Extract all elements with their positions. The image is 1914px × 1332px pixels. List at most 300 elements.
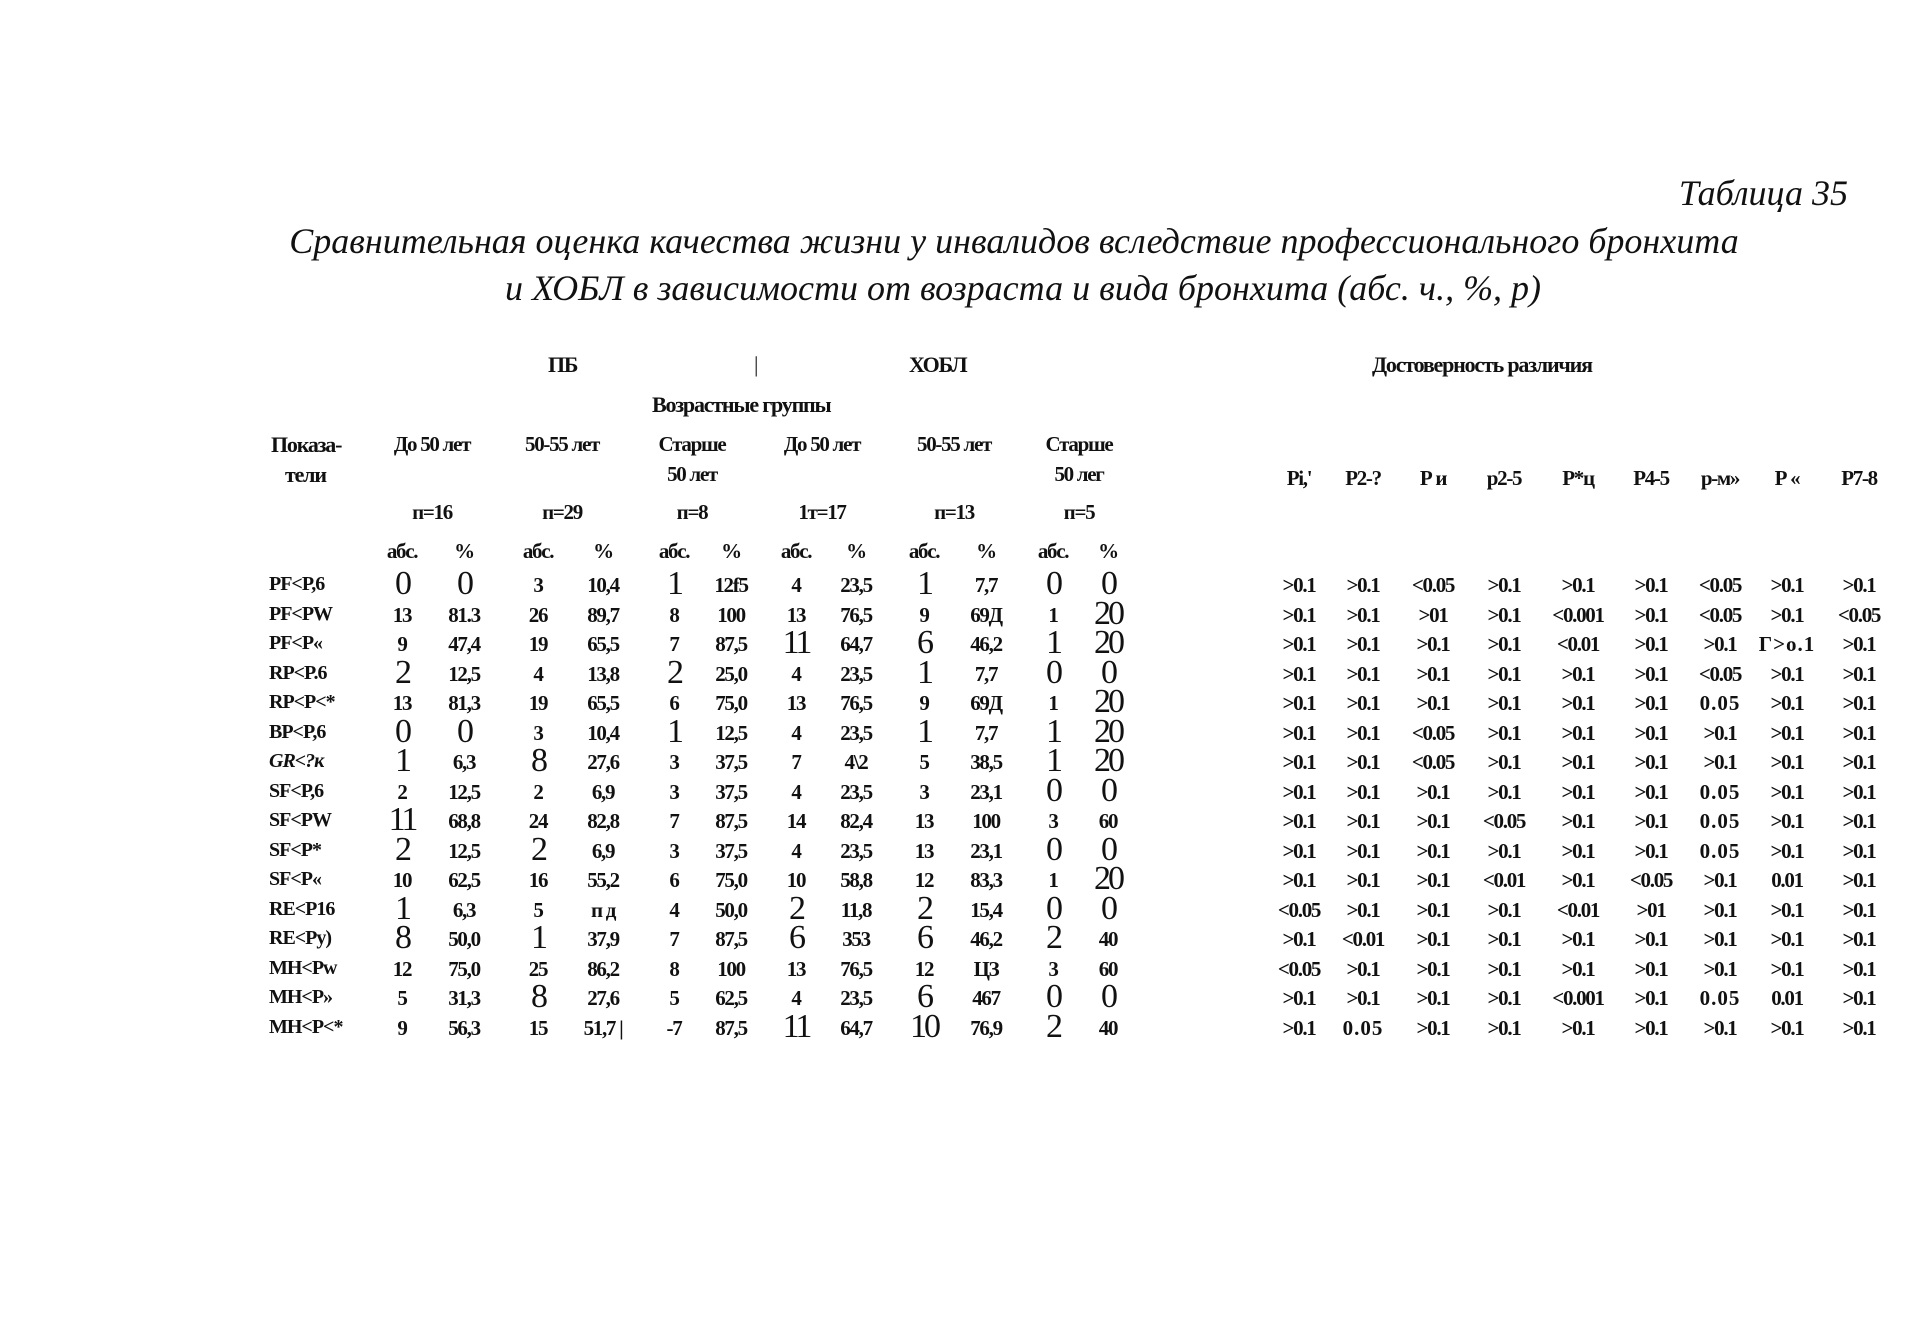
p-value: >0.1 xyxy=(1346,839,1380,863)
table-cell: 0 xyxy=(395,713,409,750)
table-cell: 23,5 xyxy=(840,986,872,1010)
table-cell: 6 xyxy=(917,919,931,956)
table-cell: 4 xyxy=(533,662,543,686)
p-value: >0.1 xyxy=(1561,809,1595,833)
table-cell: 2 xyxy=(1046,919,1060,956)
p-value: 0.05 xyxy=(1699,780,1741,804)
table-cell: 13 xyxy=(786,603,806,627)
table-cell: 6 xyxy=(789,919,803,956)
p-value: >0.1 xyxy=(1416,1016,1450,1040)
table-cell: 13 xyxy=(914,809,934,833)
p-value: >0.1 xyxy=(1634,662,1668,686)
table-cell: 19 xyxy=(528,691,548,715)
p-value: >0.1 xyxy=(1282,721,1316,745)
table-cell: 87,5 xyxy=(715,809,747,833)
table-cell: 6,3 xyxy=(452,750,476,774)
p-value: 0.01 xyxy=(1771,868,1803,892)
header-separator: | xyxy=(754,352,758,377)
p-value: >0.1 xyxy=(1282,603,1316,627)
table-cell: 65,5 xyxy=(587,632,619,656)
unit-label: % xyxy=(976,539,996,563)
p-value: >0.1 xyxy=(1487,662,1521,686)
table-cell: 27,6 xyxy=(587,750,619,774)
table-cell: 1 xyxy=(1046,713,1060,750)
table-cell: 5 xyxy=(919,750,929,774)
p-value: >0.1 xyxy=(1703,1016,1737,1040)
p-value: >0.1 xyxy=(1703,750,1737,774)
p-value: >0.1 xyxy=(1416,780,1450,804)
p-value: >0.1 xyxy=(1346,898,1380,922)
table-cell: 10,4 xyxy=(587,573,619,597)
table-cell: 56,3 xyxy=(448,1016,480,1040)
table-cell: 3 xyxy=(1048,957,1058,981)
p-value: >0.1 xyxy=(1842,721,1876,745)
title-line-1: Сравнительная оценка качества жизни у инвалидов вследствие профессионального бронхита xyxy=(289,221,1739,261)
table-cell: 24 xyxy=(528,809,548,833)
row-label: RE<P16 xyxy=(269,898,335,920)
p-value: >0.1 xyxy=(1346,780,1380,804)
table-cell: 8 xyxy=(395,919,409,956)
table-cell: 87,5 xyxy=(715,1016,747,1040)
table-cell: 75,0 xyxy=(715,868,747,892)
table-cell: 51,7 | xyxy=(583,1016,623,1040)
header-significance: Достоверность различия xyxy=(1372,352,1592,377)
table-cell: 1 xyxy=(531,919,545,956)
table-cell: 40 xyxy=(1098,927,1118,951)
p-value: >0.1 xyxy=(1634,927,1668,951)
table-cell: 3 xyxy=(669,839,679,863)
p-value: >0.1 xyxy=(1282,691,1316,715)
table-cell: 2 xyxy=(917,890,931,927)
table-cell: 37,5 xyxy=(715,780,747,804)
unit-label: абс. xyxy=(908,539,940,563)
table-cell: п д xyxy=(590,898,616,922)
row-label: PF<P,6 xyxy=(269,573,325,595)
table-cell: 0 xyxy=(1101,890,1115,927)
p-value: >0.1 xyxy=(1487,986,1521,1010)
table-cell: 6,9 xyxy=(591,780,615,804)
table-cell: 47,4 xyxy=(448,632,480,656)
table-cell: ЦЗ xyxy=(973,957,999,981)
p-value: 0.05 xyxy=(1699,691,1741,715)
table-cell: 12,5 xyxy=(448,839,480,863)
table-cell: 20 xyxy=(1094,624,1122,661)
p-value: >0.1 xyxy=(1561,868,1595,892)
p-value: >0.1 xyxy=(1487,721,1521,745)
p-value: >0.1 xyxy=(1282,927,1316,951)
p-value: >0.1 xyxy=(1634,839,1668,863)
table-cell: 0 xyxy=(1101,772,1115,809)
table-cell: 9 xyxy=(397,1016,407,1040)
p-value: <0.05 xyxy=(1277,957,1321,981)
p-value: >0.1 xyxy=(1770,573,1804,597)
p-value: >0.1 xyxy=(1282,809,1316,833)
table-cell: 7,7 xyxy=(974,721,998,745)
p-value: >0.1 xyxy=(1842,573,1876,597)
table-cell: 8 xyxy=(669,957,679,981)
table-cell: 14 xyxy=(786,809,806,833)
table-cell: 76,5 xyxy=(840,957,872,981)
table-cell: 50,0 xyxy=(448,927,480,951)
row-label: RP<P.6 xyxy=(269,662,327,684)
table-cell: 8 xyxy=(531,742,545,779)
table-cell: -7 xyxy=(666,1016,682,1040)
p-value: >0.1 xyxy=(1770,927,1804,951)
p-value: 0.01 xyxy=(1771,986,1803,1010)
p-value: >0.1 xyxy=(1346,957,1380,981)
group-n-3: п=8 xyxy=(676,500,708,524)
p-value: >0.1 xyxy=(1770,721,1804,745)
table-cell: 6 xyxy=(917,624,931,661)
table-cell: 13 xyxy=(786,691,806,715)
table-cell: 0 xyxy=(395,565,409,602)
table-cell: 23,5 xyxy=(840,573,872,597)
p-value: >0.1 xyxy=(1770,1016,1804,1040)
p-value: >0.1 xyxy=(1282,986,1316,1010)
table-cell: 62,5 xyxy=(715,986,747,1010)
p-value: >0.1 xyxy=(1416,927,1450,951)
table-cell: 2 xyxy=(395,831,409,868)
p-value: >0.1 xyxy=(1770,780,1804,804)
row-label: PF<P« xyxy=(269,632,323,654)
table-cell: 4 xyxy=(791,721,801,745)
p-value: >0.1 xyxy=(1561,750,1595,774)
header-age-groups: Возрастные группы xyxy=(652,392,831,417)
table-cell: 7 xyxy=(669,809,679,833)
table-cell: 0 xyxy=(1101,654,1115,691)
p-value: >0.1 xyxy=(1703,721,1737,745)
p-value: Г>о.1 xyxy=(1758,632,1816,656)
p-value: >0.1 xyxy=(1703,632,1737,656)
group-n-4: 1т=17 xyxy=(798,500,846,524)
unit-label: абс. xyxy=(780,539,812,563)
row-label: GR<?к xyxy=(269,750,324,772)
table-cell: 6,3 xyxy=(452,898,476,922)
table-cell: 10 xyxy=(910,1008,938,1045)
p-value: >0.1 xyxy=(1346,750,1380,774)
table-cell: 2 xyxy=(533,780,543,804)
unit-label: % xyxy=(846,539,866,563)
p-value: >0.1 xyxy=(1282,662,1316,686)
table-cell: 10 xyxy=(392,868,412,892)
table-title xyxy=(150,218,1854,312)
p-value: >0.1 xyxy=(1842,898,1876,922)
p-value: >0.1 xyxy=(1634,573,1668,597)
p-value: >0.1 xyxy=(1703,957,1737,981)
table-cell: 1 xyxy=(917,713,931,750)
table-cell: 9 xyxy=(397,632,407,656)
table-cell: 4 xyxy=(791,780,801,804)
p-value: <0.05 xyxy=(1411,721,1455,745)
table-cell: 23,1 xyxy=(970,780,1002,804)
table-cell: 0 xyxy=(1101,978,1115,1015)
p-label: Р*ц xyxy=(1562,466,1594,490)
table-cell: 10,4 xyxy=(587,721,619,745)
table-cell: 26 xyxy=(528,603,548,627)
table-cell: 4 xyxy=(669,898,679,922)
p-value: >0.1 xyxy=(1634,986,1668,1010)
p-value: <0.01 xyxy=(1341,927,1385,951)
p-value: >0.1 xyxy=(1346,721,1380,745)
table-cell: 87,5 xyxy=(715,632,747,656)
p-value: >0.1 xyxy=(1634,750,1668,774)
p-value: >0.1 xyxy=(1487,839,1521,863)
p-value: 0.05 xyxy=(1699,986,1741,1010)
row-label: SF<P,6 xyxy=(269,780,324,802)
p-value: 0.05 xyxy=(1699,809,1741,833)
table-cell: 55,2 xyxy=(587,868,619,892)
table-cell: 62,5 xyxy=(448,868,480,892)
table-cell: 7 xyxy=(791,750,801,774)
p-value: >0.1 xyxy=(1634,809,1668,833)
unit-label: % xyxy=(454,539,474,563)
p-value: >0.1 xyxy=(1703,868,1737,892)
p-value: >0.1 xyxy=(1842,780,1876,804)
p-value: >0.1 xyxy=(1561,839,1595,863)
row-label: RP<P<* xyxy=(269,691,335,713)
p-value: >0.1 xyxy=(1842,839,1876,863)
table-cell: 0 xyxy=(1046,772,1060,809)
p-value: >0.1 xyxy=(1770,957,1804,981)
table-cell: 13,8 xyxy=(587,662,619,686)
table-cell: 13 xyxy=(392,691,412,715)
p-value: >0.1 xyxy=(1770,809,1804,833)
p-value: >0.1 xyxy=(1487,603,1521,627)
p-value: >0.1 xyxy=(1770,839,1804,863)
p-value: >0.1 xyxy=(1346,809,1380,833)
table-cell: 0 xyxy=(1101,565,1115,602)
p-label: Р2-? xyxy=(1345,466,1381,490)
p-value: >0.1 xyxy=(1561,691,1595,715)
p-value: <0.01 xyxy=(1482,868,1526,892)
p-value: >0.1 xyxy=(1634,780,1668,804)
table-cell: 75,0 xyxy=(448,957,480,981)
table-cell: 9 xyxy=(919,691,929,715)
table-cell: 46,2 xyxy=(970,927,1002,951)
row-label: RE<Py) xyxy=(269,927,332,949)
table-cell: 81.3 xyxy=(448,603,480,627)
p-value: >0.1 xyxy=(1634,691,1668,715)
p-value: >0.1 xyxy=(1416,839,1450,863)
table-cell: 1 xyxy=(395,890,409,927)
table-cell: 15,4 xyxy=(970,898,1002,922)
table-cell: 353 xyxy=(842,927,870,951)
p-value: >0.1 xyxy=(1487,927,1521,951)
table-cell: 75,0 xyxy=(715,691,747,715)
table-cell: 6,9 xyxy=(591,839,615,863)
table-cell: 1 xyxy=(917,654,931,691)
table-cell: 4 xyxy=(791,839,801,863)
table-cell: 7,7 xyxy=(974,573,998,597)
table-cell: 69Д xyxy=(970,691,1002,715)
row-label: MH<P<* xyxy=(269,1016,343,1038)
unit-label: % xyxy=(593,539,613,563)
p-value: >0.1 xyxy=(1487,780,1521,804)
table-cell: 100 xyxy=(717,603,745,627)
table-cell: 3 xyxy=(1048,809,1058,833)
p-value: <0.05 xyxy=(1411,573,1455,597)
group-n-1: п=16 xyxy=(412,500,452,524)
p-value: >0.1 xyxy=(1416,632,1450,656)
table-cell: 1 xyxy=(1046,742,1060,779)
table-cell: 6 xyxy=(669,868,679,892)
p-value: >0.1 xyxy=(1703,927,1737,951)
table-cell: 60 xyxy=(1098,957,1118,981)
group-n-6: п=5 xyxy=(1063,500,1095,524)
table-cell: 12f5 xyxy=(714,573,748,597)
p-value: >0.1 xyxy=(1346,632,1380,656)
p-value: <0.05 xyxy=(1698,603,1742,627)
table-cell: 8 xyxy=(531,978,545,1015)
table-cell: 65,5 xyxy=(587,691,619,715)
p-value: >0.1 xyxy=(1842,691,1876,715)
table-cell: 40 xyxy=(1098,1016,1118,1040)
p-value: >0.1 xyxy=(1487,691,1521,715)
table-cell: 7,7 xyxy=(974,662,998,686)
p-value: 0.05 xyxy=(1699,839,1741,863)
p-label: Р « xyxy=(1774,466,1800,490)
table-cell: 20 xyxy=(1094,683,1122,720)
p-value: >0.1 xyxy=(1634,957,1668,981)
p-value: >0.1 xyxy=(1346,691,1380,715)
header-pb: ПБ xyxy=(548,352,578,377)
table-cell: 0 xyxy=(457,565,471,602)
table-cell: 7 xyxy=(669,927,679,951)
p-value: >0.1 xyxy=(1842,750,1876,774)
table-cell: 0 xyxy=(1046,654,1060,691)
table-cell: 25 xyxy=(528,957,548,981)
table-cell: 13 xyxy=(392,603,412,627)
p-label: Р4-5 xyxy=(1633,466,1669,490)
p-value: >0.1 xyxy=(1770,898,1804,922)
table-cell: 37,5 xyxy=(715,839,747,863)
p-label: р2-5 xyxy=(1486,466,1522,490)
table-cell: 10 xyxy=(786,868,806,892)
table-cell: 27,6 xyxy=(587,986,619,1010)
table-cell: 1 xyxy=(1048,691,1058,715)
p-label: Pi,' xyxy=(1286,466,1312,490)
table-cell: 3 xyxy=(533,573,543,597)
group-label-5: 50-55 лет xyxy=(917,432,991,456)
p-value: <0.01 xyxy=(1556,898,1600,922)
p-value: >0.1 xyxy=(1634,1016,1668,1040)
p-value: >0.1 xyxy=(1842,986,1876,1010)
p-value: >0.1 xyxy=(1416,957,1450,981)
p-value: <0.05 xyxy=(1698,662,1742,686)
p-value: >0.1 xyxy=(1416,662,1450,686)
p-value: >0.1 xyxy=(1561,662,1595,686)
unit-label: абс. xyxy=(658,539,690,563)
table-cell: 4\2 xyxy=(844,750,868,774)
table-cell: 4 xyxy=(791,662,801,686)
p-value: >0.1 xyxy=(1842,957,1876,981)
table-cell: 20 xyxy=(1094,713,1122,750)
p-value: >0.1 xyxy=(1561,780,1595,804)
p-value: >0.1 xyxy=(1634,632,1668,656)
p-value: <0.05 xyxy=(1629,868,1673,892)
table-cell: 23,5 xyxy=(840,721,872,745)
table-cell: 1 xyxy=(1048,868,1058,892)
table-cell: 76,5 xyxy=(840,691,872,715)
table-cell: 11,8 xyxy=(840,898,872,922)
p-value: >0.1 xyxy=(1346,573,1380,597)
group-label-1: До 50 лет xyxy=(393,432,471,456)
p-value: >0.1 xyxy=(1842,1016,1876,1040)
row-label: SF<PW xyxy=(269,809,331,831)
table-cell: 58,8 xyxy=(840,868,872,892)
table-cell: 69Д xyxy=(970,603,1002,627)
p-value: >0.1 xyxy=(1346,986,1380,1010)
p-value: <0.01 xyxy=(1556,632,1600,656)
table-cell: 87,5 xyxy=(715,927,747,951)
table-cell: 83,3 xyxy=(970,868,1002,892)
p-value: <0.05 xyxy=(1837,603,1881,627)
group-n-5: п=13 xyxy=(934,500,974,524)
p-value: >0.1 xyxy=(1487,1016,1521,1040)
table-cell: 7 xyxy=(669,632,679,656)
p-value: <0.001 xyxy=(1552,603,1604,627)
table-cell: 25,0 xyxy=(715,662,747,686)
table-cell: 13 xyxy=(786,957,806,981)
table-cell: 23,5 xyxy=(840,662,872,686)
p-value: <0.05 xyxy=(1411,750,1455,774)
p-value: >0.1 xyxy=(1416,868,1450,892)
table-cell: 4 xyxy=(791,573,801,597)
p-value: >01 xyxy=(1636,898,1666,922)
table-cell: 0 xyxy=(1101,831,1115,868)
p-value: >01 xyxy=(1418,603,1448,627)
p-value: >0.1 xyxy=(1416,809,1450,833)
row-label: MH<P» xyxy=(269,986,333,1008)
table-cell: 5 xyxy=(533,898,543,922)
table-cell: 76,9 xyxy=(970,1016,1002,1040)
table-cell: 2 xyxy=(395,654,409,691)
header-indicator-2: тели xyxy=(285,462,326,487)
table-cell: 13 xyxy=(914,839,934,863)
group-label-3: Старше xyxy=(658,432,726,456)
table-cell: 2 xyxy=(789,890,803,927)
table-cell: 2 xyxy=(667,654,681,691)
table-cell: 20 xyxy=(1094,742,1122,779)
table-cell: 9 xyxy=(919,603,929,627)
table-cell: 2 xyxy=(397,780,407,804)
table-cell: 82,4 xyxy=(840,809,872,833)
p-value: >0.1 xyxy=(1346,868,1380,892)
row-label: SF<P« xyxy=(269,868,321,890)
p-label: Р и xyxy=(1419,466,1447,490)
table-cell: 37,9 xyxy=(587,927,619,951)
p-value: >0.1 xyxy=(1282,750,1316,774)
p-value: >0.1 xyxy=(1561,721,1595,745)
table-cell: 12,5 xyxy=(448,662,480,686)
row-label: MH<Pw xyxy=(269,957,337,979)
table-cell: 76,5 xyxy=(840,603,872,627)
table-cell: 15 xyxy=(528,1016,548,1040)
p-value: >0.1 xyxy=(1561,1016,1595,1040)
p-value: >0.1 xyxy=(1770,691,1804,715)
table-cell: 3 xyxy=(919,780,929,804)
table-cell: 4 xyxy=(791,986,801,1010)
p-value: >0.1 xyxy=(1842,632,1876,656)
table-cell: 37,5 xyxy=(715,750,747,774)
table-cell: 12 xyxy=(914,868,934,892)
table-cell: 3 xyxy=(669,750,679,774)
table-cell: 20 xyxy=(1094,860,1122,897)
table-cell: 82,8 xyxy=(587,809,619,833)
table-cell: 86,2 xyxy=(587,957,619,981)
table-cell: 2 xyxy=(1046,1008,1060,1045)
p-value: >0.1 xyxy=(1770,603,1804,627)
